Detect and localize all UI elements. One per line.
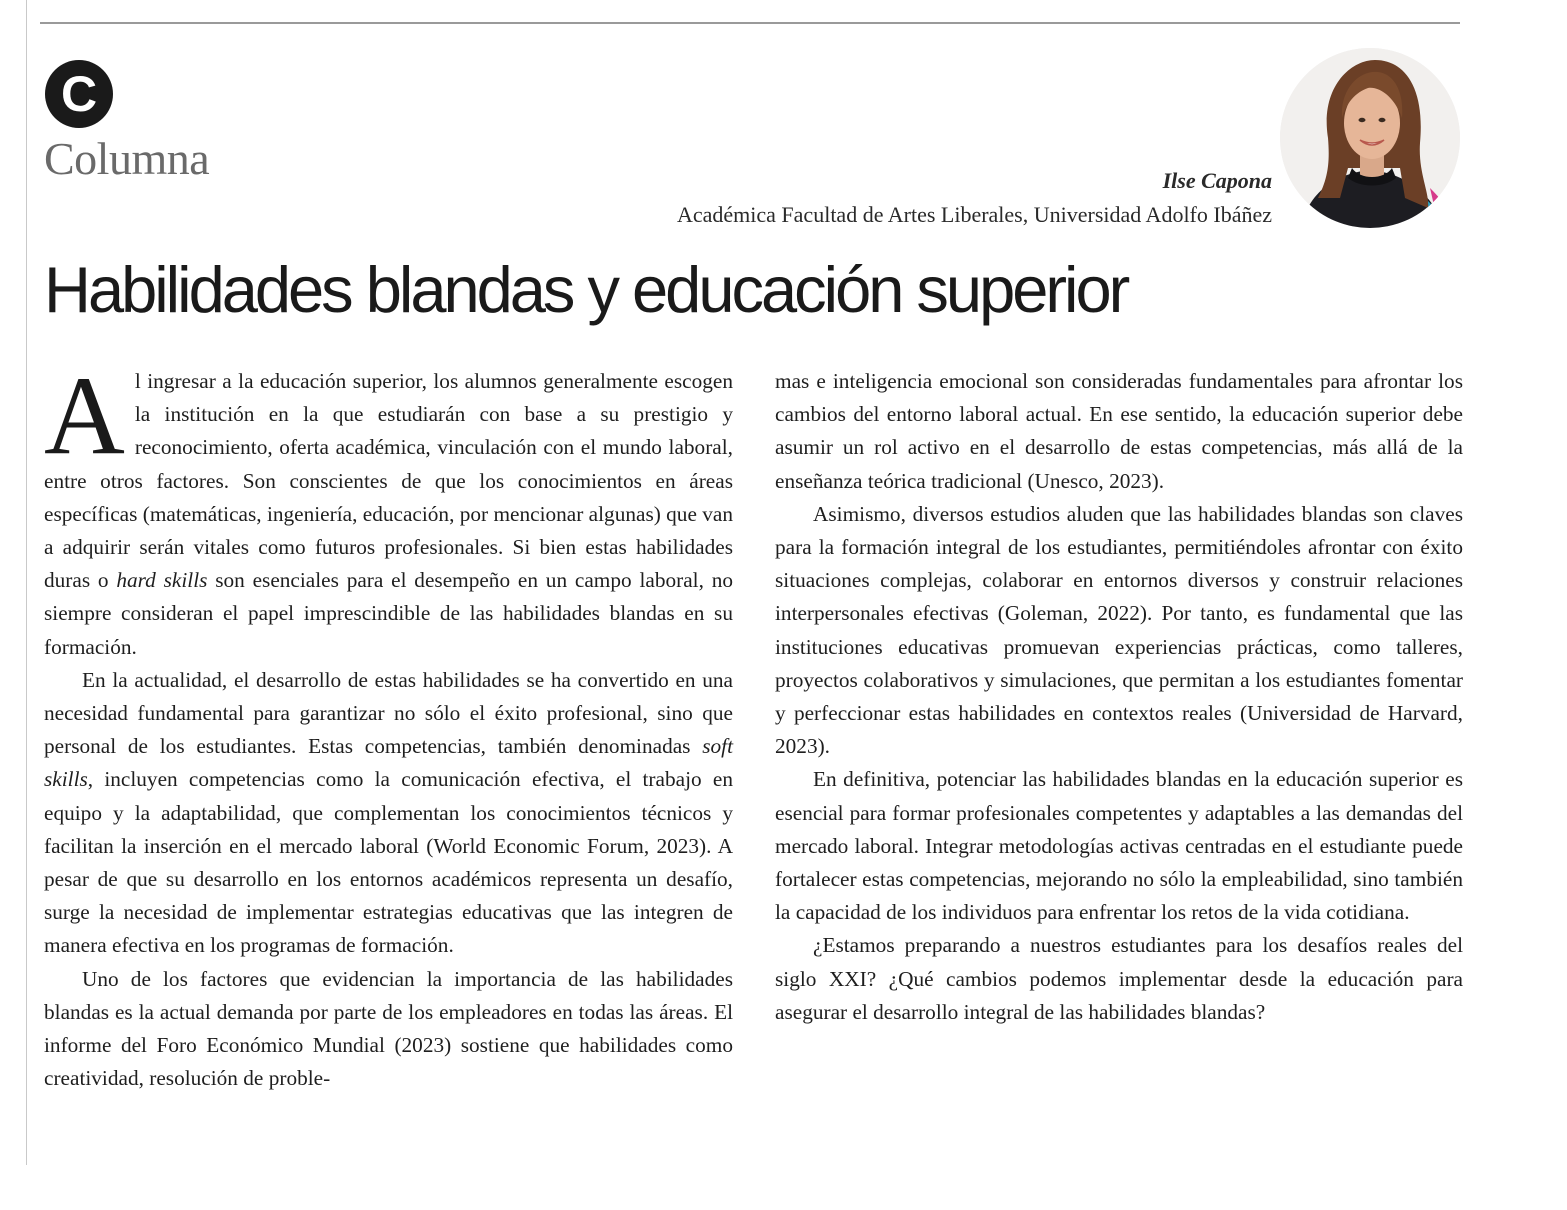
paragraph-2-text-b: , incluyen competencias como la comunicación efectiva, el trabajo en equipo y la adaptabilidad, que complementan los conocimientos técnicos y facilitan la inserción en el mercado laboral (World Economic Forum, 2023). A pesar de que su desarrollo en los entornos académicos representa un desafío, surge la necesidad de implementar estrategias educativas que las integren de manera efectiva en los programas de formación.: [44, 767, 733, 958]
paragraph-2-text-a: En la actualidad, el desarrollo de estas habilidades se ha convertido en una necesidad fundamental para garantizar no sólo el éxito profesional, sino que personal de los estudiantes. Estas competencias, también denominadas: [44, 667, 733, 759]
column-badge-icon: C: [45, 60, 113, 128]
author-role: Académica Facultad de Artes Liberales, Universidad Adolfo Ibáñez: [677, 202, 1272, 227]
drop-cap: A: [44, 354, 125, 478]
article-column-left: [44, 354, 734, 1095]
paragraph-1: [44, 354, 734, 664]
author-portrait: [1280, 48, 1460, 228]
headline: Habilidades blandas y educación superior: [44, 253, 1128, 326]
paragraph-1-text-b: son esenciales para el desempeño en un campo laboral, no siempre consideran el papel imprescindible de las habilidades blandas en su formación.: [44, 568, 734, 659]
paragraph-4: Asimismo, diversos estudios aluden que las habilidades blandas son claves para la formación integral de los estudiantes, permitiéndoles afrontar con éxito situaciones complejas, colaborar en entornos diversos y construir relaciones interpersonales efectivas (Goleman, 2022). Por tanto, es fundamental que las instituciones educativas promuevan experiencias prácticas, como talleres, proyectos colaborativos y simulaciones, que permitan a los estudiantes fomentar y perfeccionar estas habilidades en contextos reales (Universidad de Harvard, 2023).: [775, 501, 1463, 759]
left-column-rule: [26, 0, 27, 1165]
article-column-right: [775, 365, 1463, 1029]
paragraph-1-italic: hard skills: [116, 568, 208, 593]
section-label: Columna: [44, 133, 210, 184]
paragraph-6: ¿Estamos preparando a nuestros estudiantes para los desafíos reales del siglo XXI? ¿Qué cambios podemos implementar desde la educación para asegurar el desarrollo integral de las habilidades blandas?: [775, 933, 1463, 1024]
paragraph-3-start: Uno de los factores que evidencian la importancia de las habilidades blandas es la actual demanda por parte de los empleadores en todas las áreas. El informe del Foro Económico Mundial (2023) sostiene que habilidades como creatividad, resolución de proble-: [44, 966, 733, 1091]
author-portrait-illustration: [1280, 48, 1460, 228]
paragraph-3-end: mas e inteligencia emocional son consideradas fundamentales para afrontar los cambios del entorno laboral actual. En ese sentido, la educación superior debe asumir un rol activo en el desarrollo de estas competencias, más allá de la enseñanza teórica tradicional (Unesco, 2023).: [775, 369, 1463, 493]
author-name: Ilse Capona: [1162, 168, 1272, 193]
paragraph-5: En definitiva, potenciar las habilidades blandas en la educación superior es esencial para formar profesionales competentes y adaptables a las demandas del mercado laboral. Integrar metodologías activas centradas en el estudiante puede fortalecer estas competencias, mejorando no sólo la empleabilidad, sino también la capacidad de los individuos para enfrentar los retos de la vida cotidiana.: [775, 767, 1463, 925]
top-rule: [40, 22, 1460, 24]
paragraph-2-italic: soft skills: [44, 734, 733, 792]
paragraph-1-text-a: l ingresar a la educación superior, los alumnos generalmente escogen la institución en la que estudiarán con base a su prestigio y reconocimiento, oferta académica, vinculación con el mundo laboral, entre otros factores. Son conscientes de que los conocimientos en áreas específicas (matemáticas, ingeniería, educación, por mencionar algunas) que van a adquirir serán vitales como futuros profesionales. Si bien estas habilidades duras o: [44, 369, 733, 593]
paragraph-2: [44, 664, 733, 963]
